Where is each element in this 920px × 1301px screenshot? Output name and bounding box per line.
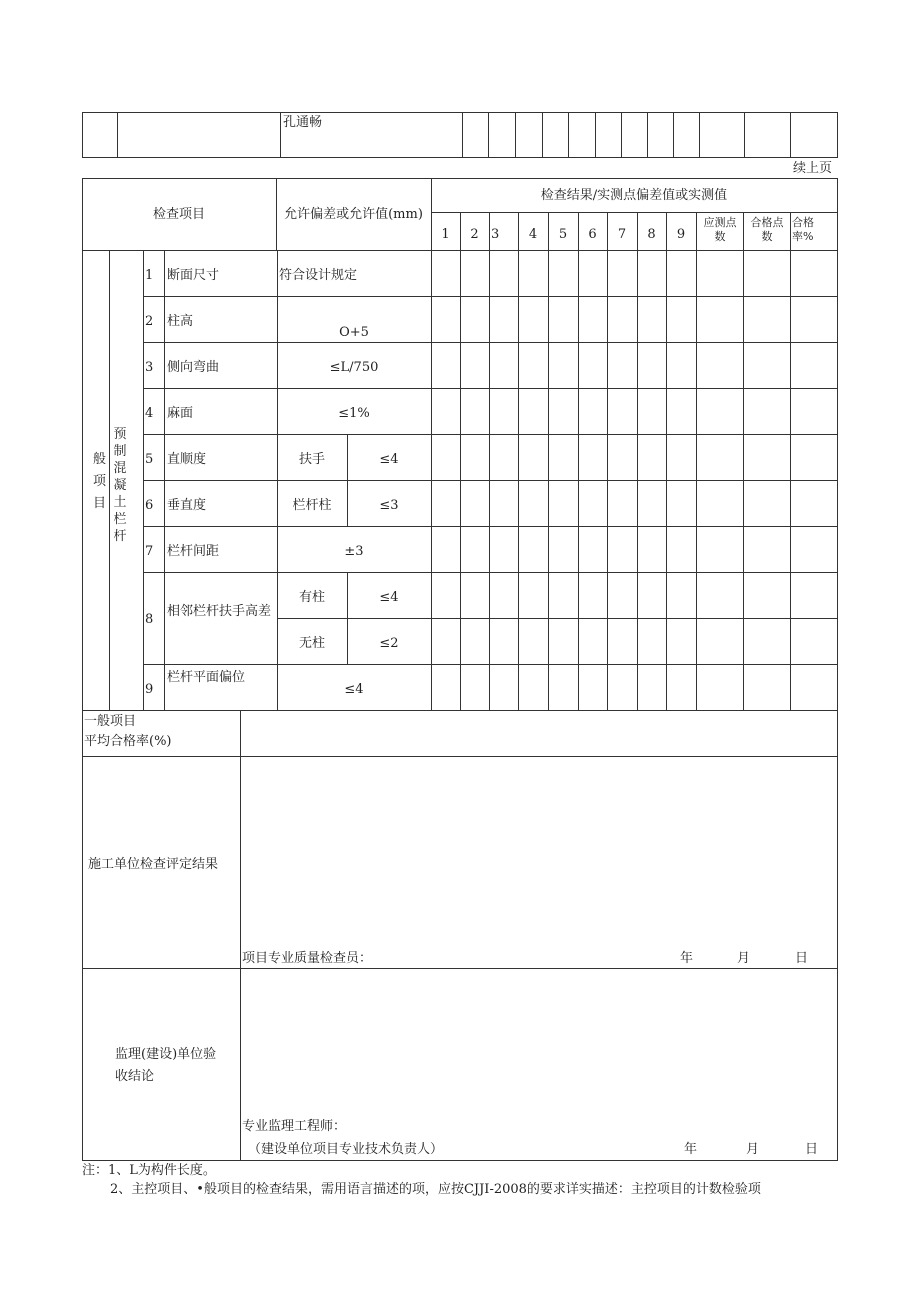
row-no-5: 5	[145, 452, 154, 467]
row-name-7: 栏杆间距	[167, 544, 220, 559]
row-sub-8a: 有柱	[298, 590, 325, 605]
inspector-label: 项目专业质量检查员：	[242, 951, 373, 966]
engineer-label: 专业监理工程师：	[242, 1119, 347, 1134]
row-name-9: 栏杆平面偏位	[167, 670, 246, 685]
supervision-day: 日	[805, 1142, 819, 1157]
header-pass-count: 合格点数	[750, 216, 784, 243]
supervision-label-1: 监理(建设)单位验	[115, 1047, 217, 1062]
header-item: 检查项目	[152, 207, 205, 222]
point-col-7: 7	[617, 227, 627, 242]
note-1: 注：1、L为构件长度。	[82, 1163, 216, 1178]
row-no-4: 4	[145, 406, 154, 421]
row-name-3: 侧向弯曲	[167, 360, 220, 375]
point-col-5: 5	[558, 227, 568, 242]
section-general-b: 项	[93, 474, 107, 489]
avg-label-1: 一般项目	[84, 714, 137, 729]
point-col-1: 1	[441, 227, 450, 242]
owner-label: （建设单位项目专业技术负责人）	[248, 1142, 444, 1157]
row-value-5: ≤4	[379, 452, 399, 467]
continued-label: 续上页	[793, 161, 833, 176]
header-tolerance: 允许偏差或允许值(mm)	[284, 207, 423, 222]
note-2: 2、主控项目、•般项目的检查结果，需用语言描述的项，应按CJJI-2008的要求详实描述：主控项目的计数检验项	[110, 1182, 761, 1197]
section-general-a: 般	[93, 452, 107, 467]
supervision-label-2: 收结论	[115, 1069, 155, 1084]
construction-month: 月	[737, 951, 751, 966]
row-sub-5: 扶手	[298, 452, 325, 467]
row-value-2: O+5	[339, 325, 369, 340]
row-no-2: 2	[145, 314, 154, 329]
point-col-6: 6	[588, 227, 597, 242]
row-value-3: ≤L/750	[329, 360, 379, 375]
row-no-6: 6	[145, 498, 154, 513]
row-value-1: 符合设计规定	[279, 268, 358, 283]
row-value-8b: ≤2	[379, 636, 399, 651]
point-col-2: 2	[470, 227, 479, 242]
row-value-4: ≤1%	[338, 406, 370, 421]
row-name-2: 柱高	[167, 314, 194, 329]
construction-year: 年	[680, 951, 694, 966]
section-general-c: 目	[93, 496, 107, 511]
supervision-year: 年	[684, 1142, 698, 1157]
row-name-1: 断面尺寸	[167, 268, 220, 283]
row-name-6: 垂直度	[167, 498, 207, 513]
header-pass-rate: 合格率%	[792, 216, 814, 243]
point-col-8: 8	[647, 227, 656, 242]
row-sub-8b: 无柱	[298, 636, 325, 651]
construction-label: 施工单位检查评定结果	[88, 857, 219, 872]
row-value-8a: ≤4	[379, 590, 399, 605]
row-no-1: 1	[145, 268, 154, 283]
row-no-7: 7	[145, 544, 154, 559]
row-no-8: 8	[145, 612, 154, 627]
construction-day: 日	[795, 951, 809, 966]
row-sub-6: 栏杆柱	[292, 498, 332, 513]
top-cell-text: 孔通畅	[283, 115, 323, 130]
row-name-5: 直顺度	[167, 452, 207, 467]
point-col-4: 4	[528, 227, 538, 242]
row-name-4: 麻面	[167, 406, 194, 421]
header-results: 检查结果/实测点偏差值或实测值	[540, 188, 728, 203]
row-value-6: ≤3	[379, 498, 399, 513]
row-value-9: ≤4	[344, 682, 364, 697]
avg-label-2: 平均合格率(%)	[84, 734, 172, 749]
row-value-7: ±3	[344, 544, 364, 559]
point-col-9: 9	[676, 227, 686, 242]
point-col-3: 3	[491, 227, 500, 242]
supervision-month: 月	[746, 1142, 760, 1157]
row-no-3: 3	[145, 360, 154, 375]
row-no-9: 9	[145, 682, 154, 697]
group-precast-railing: 预制混凝土栏杆	[113, 427, 127, 544]
header-should-count: 应测点数	[703, 216, 737, 243]
row-name-8: 相邻栏杆扶手高差	[167, 604, 272, 619]
